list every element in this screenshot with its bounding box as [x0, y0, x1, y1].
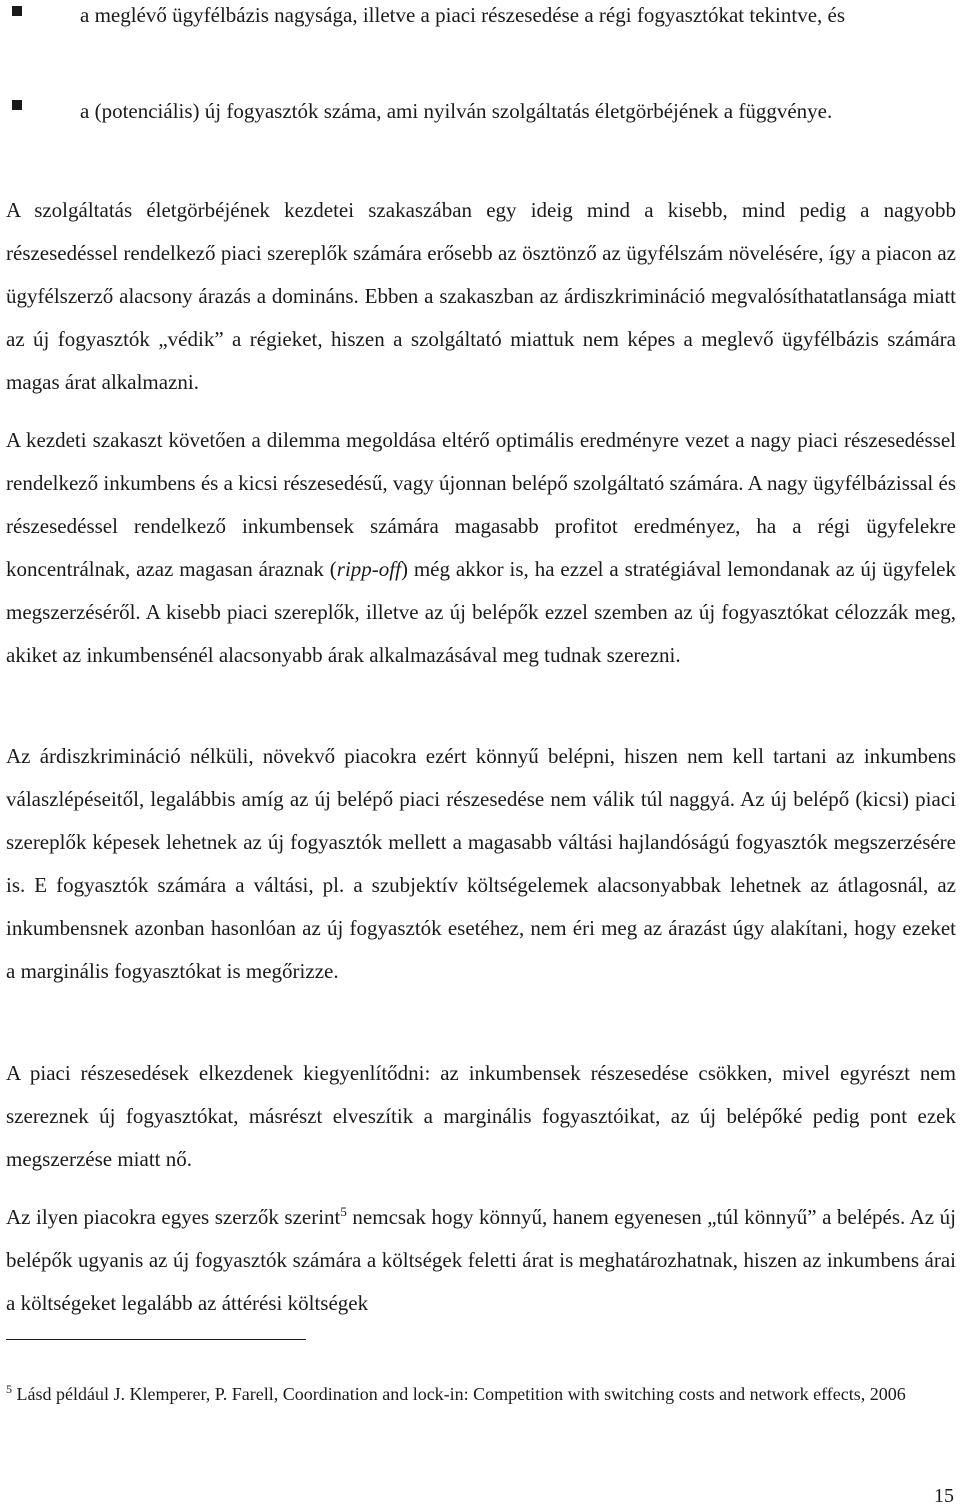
footnote-divider	[6, 1339, 306, 1340]
bullet-text: a meglévő ügyfélbázis nagysága, illetve a piaci részesedése a régi fogyasztókat tekintve, és	[80, 3, 846, 27]
paragraph-3: Az árdiszkrimináció nélküli, növekvő piacokra ezért könnyű belépni, hiszen nem kell tartani az inkumbens válaszlépéseitől, legalábbis amíg az új belépő piaci részesedése nem válik túl naggyá. Az új belépő (kicsi) piaci szereplők képesek lehetnek az új fogyasztók mellett a magasabb váltási hajlandóságú fogyasztók megszerzésére is. E fogyasztók számára a váltási, pl. a szubjektív költségelemek alacsonyabbak lehetnek az átlagosnál, az inkumbensnek azonban hasonlóan az új fogyasztók esetéhez, nem éri meg az árazást úgy alakítani, hogy ezeket a marginális fogyasztókat is megőrizze.	[6, 744, 956, 983]
footnote-reference: 5	[340, 1204, 347, 1219]
paragraph-4: A piaci részesedések elkezdenek kiegyenlítődni: az inkumbensek részesedése csökken, mivel egyrészt nem szereznek új fogyasztókat, másrészt elveszítik a marginális fogyasztóikat, az új belépőké pedig pont ezek megszerzése miatt nő.	[6, 1061, 956, 1171]
paragraph-5	[6, 1196, 956, 1325]
paragraph-2-text-before: A kezdeti szakaszt követően a dilemma megoldása eltérő optimális eredményre vezet a nagy piaci részesedéssel rendelkező inkumbens és a kicsi részesedésű, vagy újonnan belépő szolgáltató számára. A nagy ügyfélbázissal és részesedéssel rendelkező inkumbensek számára magasabb profitot eredményez, ha a régi ügyfelekre koncentrálnak, azaz magasan áraznak (	[6, 428, 956, 581]
paragraph-2	[6, 419, 956, 677]
square-bullet-icon	[12, 6, 22, 16]
square-bullet-icon	[12, 100, 22, 110]
footnote-number: 5	[6, 1382, 12, 1396]
paragraph-5-text-after: nemcsak hogy könnyű, hanem egyenesen „túl könnyű” a belépés. Az új belépők ugyanis az új fogyasztók számára a költségek feletti árat is meghatározhatnak, hiszen az inkumbens árai a költségeket legalább az áttérési költségek	[6, 1205, 956, 1315]
footnote-text: Lásd például J. Klemperer, P. Farell, Coordination and lock-in: Competition with switching costs and network effects, 2006	[12, 1384, 906, 1404]
paragraph-2-italic-term: ripp-off	[336, 557, 401, 581]
paragraph-1: A szolgáltatás életgörbéjének kezdetei szakaszában egy ideig mind a kisebb, mind pedig a nagyobb részesedéssel rendelkező piaci szereplők számára erősebb az ösztönző az ügyfélszám növelésére, így a piacon az ügyfélszerző alacsony árazás a domináns. Ebben a szakaszban az árdiszkrimináció megvalósíthatatlansága miatt az új fogyasztók „védik” a régieket, hiszen a szolgáltató miattuk nem képes a meglevő ügyfélbázis számára magas árat alkalmazni.	[6, 198, 956, 394]
bullet-text: a (potenciális) új fogyasztók száma, ami nyilván szolgáltatás életgörbéjének a függvénye.	[80, 99, 833, 123]
paragraph-5-text-before: Az ilyen piacokra egyes szerzők szerint	[6, 1205, 341, 1229]
page-number: 15	[934, 1485, 954, 1507]
footnote	[6, 1376, 956, 1412]
paragraph-2-text-after: ) még akkor is, ha ezzel a stratégiával lemondanak az új ügyfelek megszerzéséről. A kisebb piaci szereplők, illetve az új belépők ezzel szemben az új fogyasztókat célozzák meg, akiket az inkumbensénél alacsonyabb árak alkalmazásával meg tudnak szerezni.	[6, 557, 957, 667]
